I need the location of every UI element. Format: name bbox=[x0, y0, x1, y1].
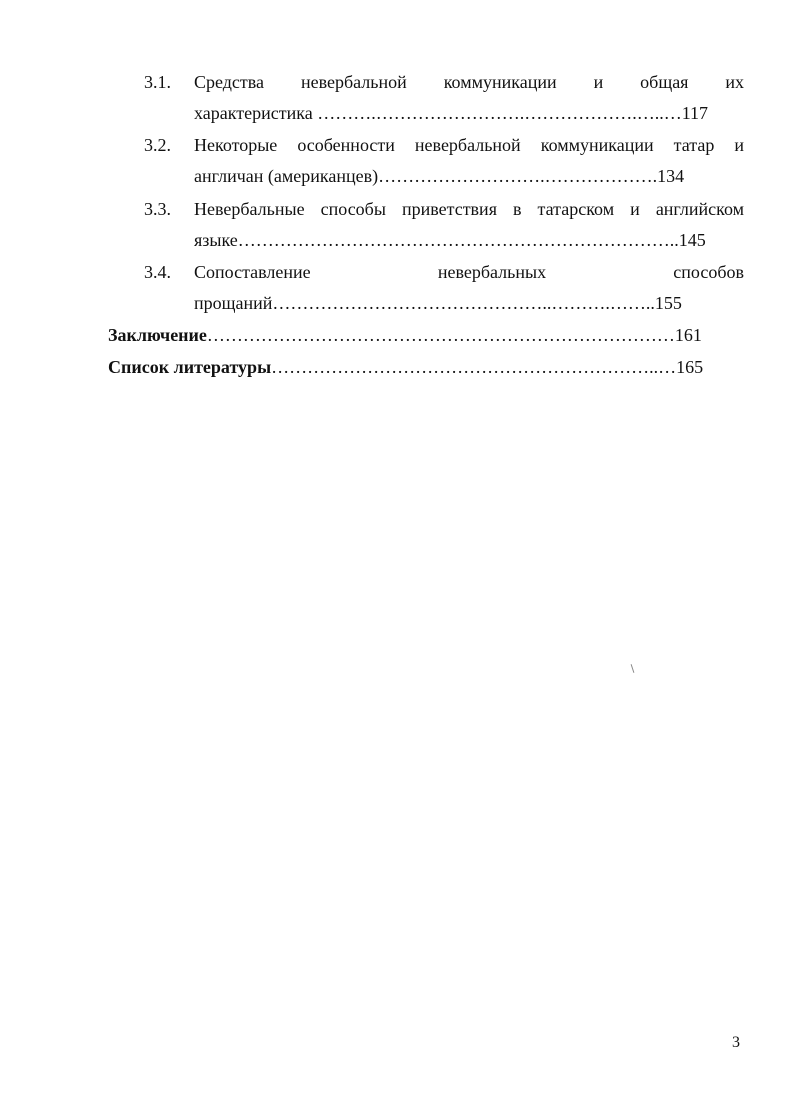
toc-entry-number: 3.1. bbox=[144, 72, 171, 92]
toc-entry-label: Заключение bbox=[108, 325, 207, 345]
toc-page-number: 145 bbox=[678, 230, 706, 250]
toc-entry-number: 3.3. bbox=[144, 199, 171, 219]
toc-entry-title-line2: характеристика ……….…………………….……………….…..…117 bbox=[194, 103, 709, 123]
toc-entry-conclusion[interactable] bbox=[108, 325, 702, 346]
leader-dots: ……………………………………………………………….. bbox=[237, 230, 679, 250]
toc-entry-title-line2: англичан (американцев)……………………….……………….134 bbox=[194, 166, 685, 186]
toc-entry-number: 3.2. bbox=[144, 135, 171, 155]
toc-page-number: 117 bbox=[681, 103, 709, 123]
toc-entry-title-line1: Невербальные способы приветствия в татарском и английском bbox=[194, 199, 745, 219]
toc-entry-title-line1: Сопоставление невербальных способов bbox=[194, 262, 744, 282]
toc-page-number: 134 bbox=[657, 166, 685, 186]
leader-dots: ……….…………………….……………….…..… bbox=[317, 103, 682, 123]
page-number: 3 bbox=[732, 1034, 740, 1051]
scan-artifact-mark bbox=[631, 664, 635, 673]
toc-entry-label: Список литературы bbox=[108, 357, 272, 377]
leader-dots: ……………………….………………. bbox=[378, 166, 658, 186]
toc-page-number: 165 bbox=[676, 357, 704, 377]
toc-entry-title-line2: прощаний………………………………………..……….……..155 bbox=[194, 293, 682, 313]
toc-entry-title-line1: Некоторые особенности невербальной коммуникации татар и bbox=[194, 135, 745, 155]
toc-entry-title-line2: языке………………………………………………………………..145 bbox=[194, 230, 706, 250]
toc-entry-bibliography[interactable] bbox=[108, 357, 703, 378]
toc-page-number: 155 bbox=[654, 293, 682, 313]
leader-dots: …………………………………………………………………… bbox=[206, 325, 675, 345]
leader-dots: ………………………………………..……….…….. bbox=[272, 293, 655, 313]
toc-entry-title-line1: Средства невербальной коммуникации и общая их bbox=[194, 72, 745, 92]
leader-dots: ………………………………………………………..… bbox=[271, 357, 677, 377]
toc-entry-number: 3.4. bbox=[144, 262, 171, 282]
toc-page-number: 161 bbox=[674, 325, 702, 345]
